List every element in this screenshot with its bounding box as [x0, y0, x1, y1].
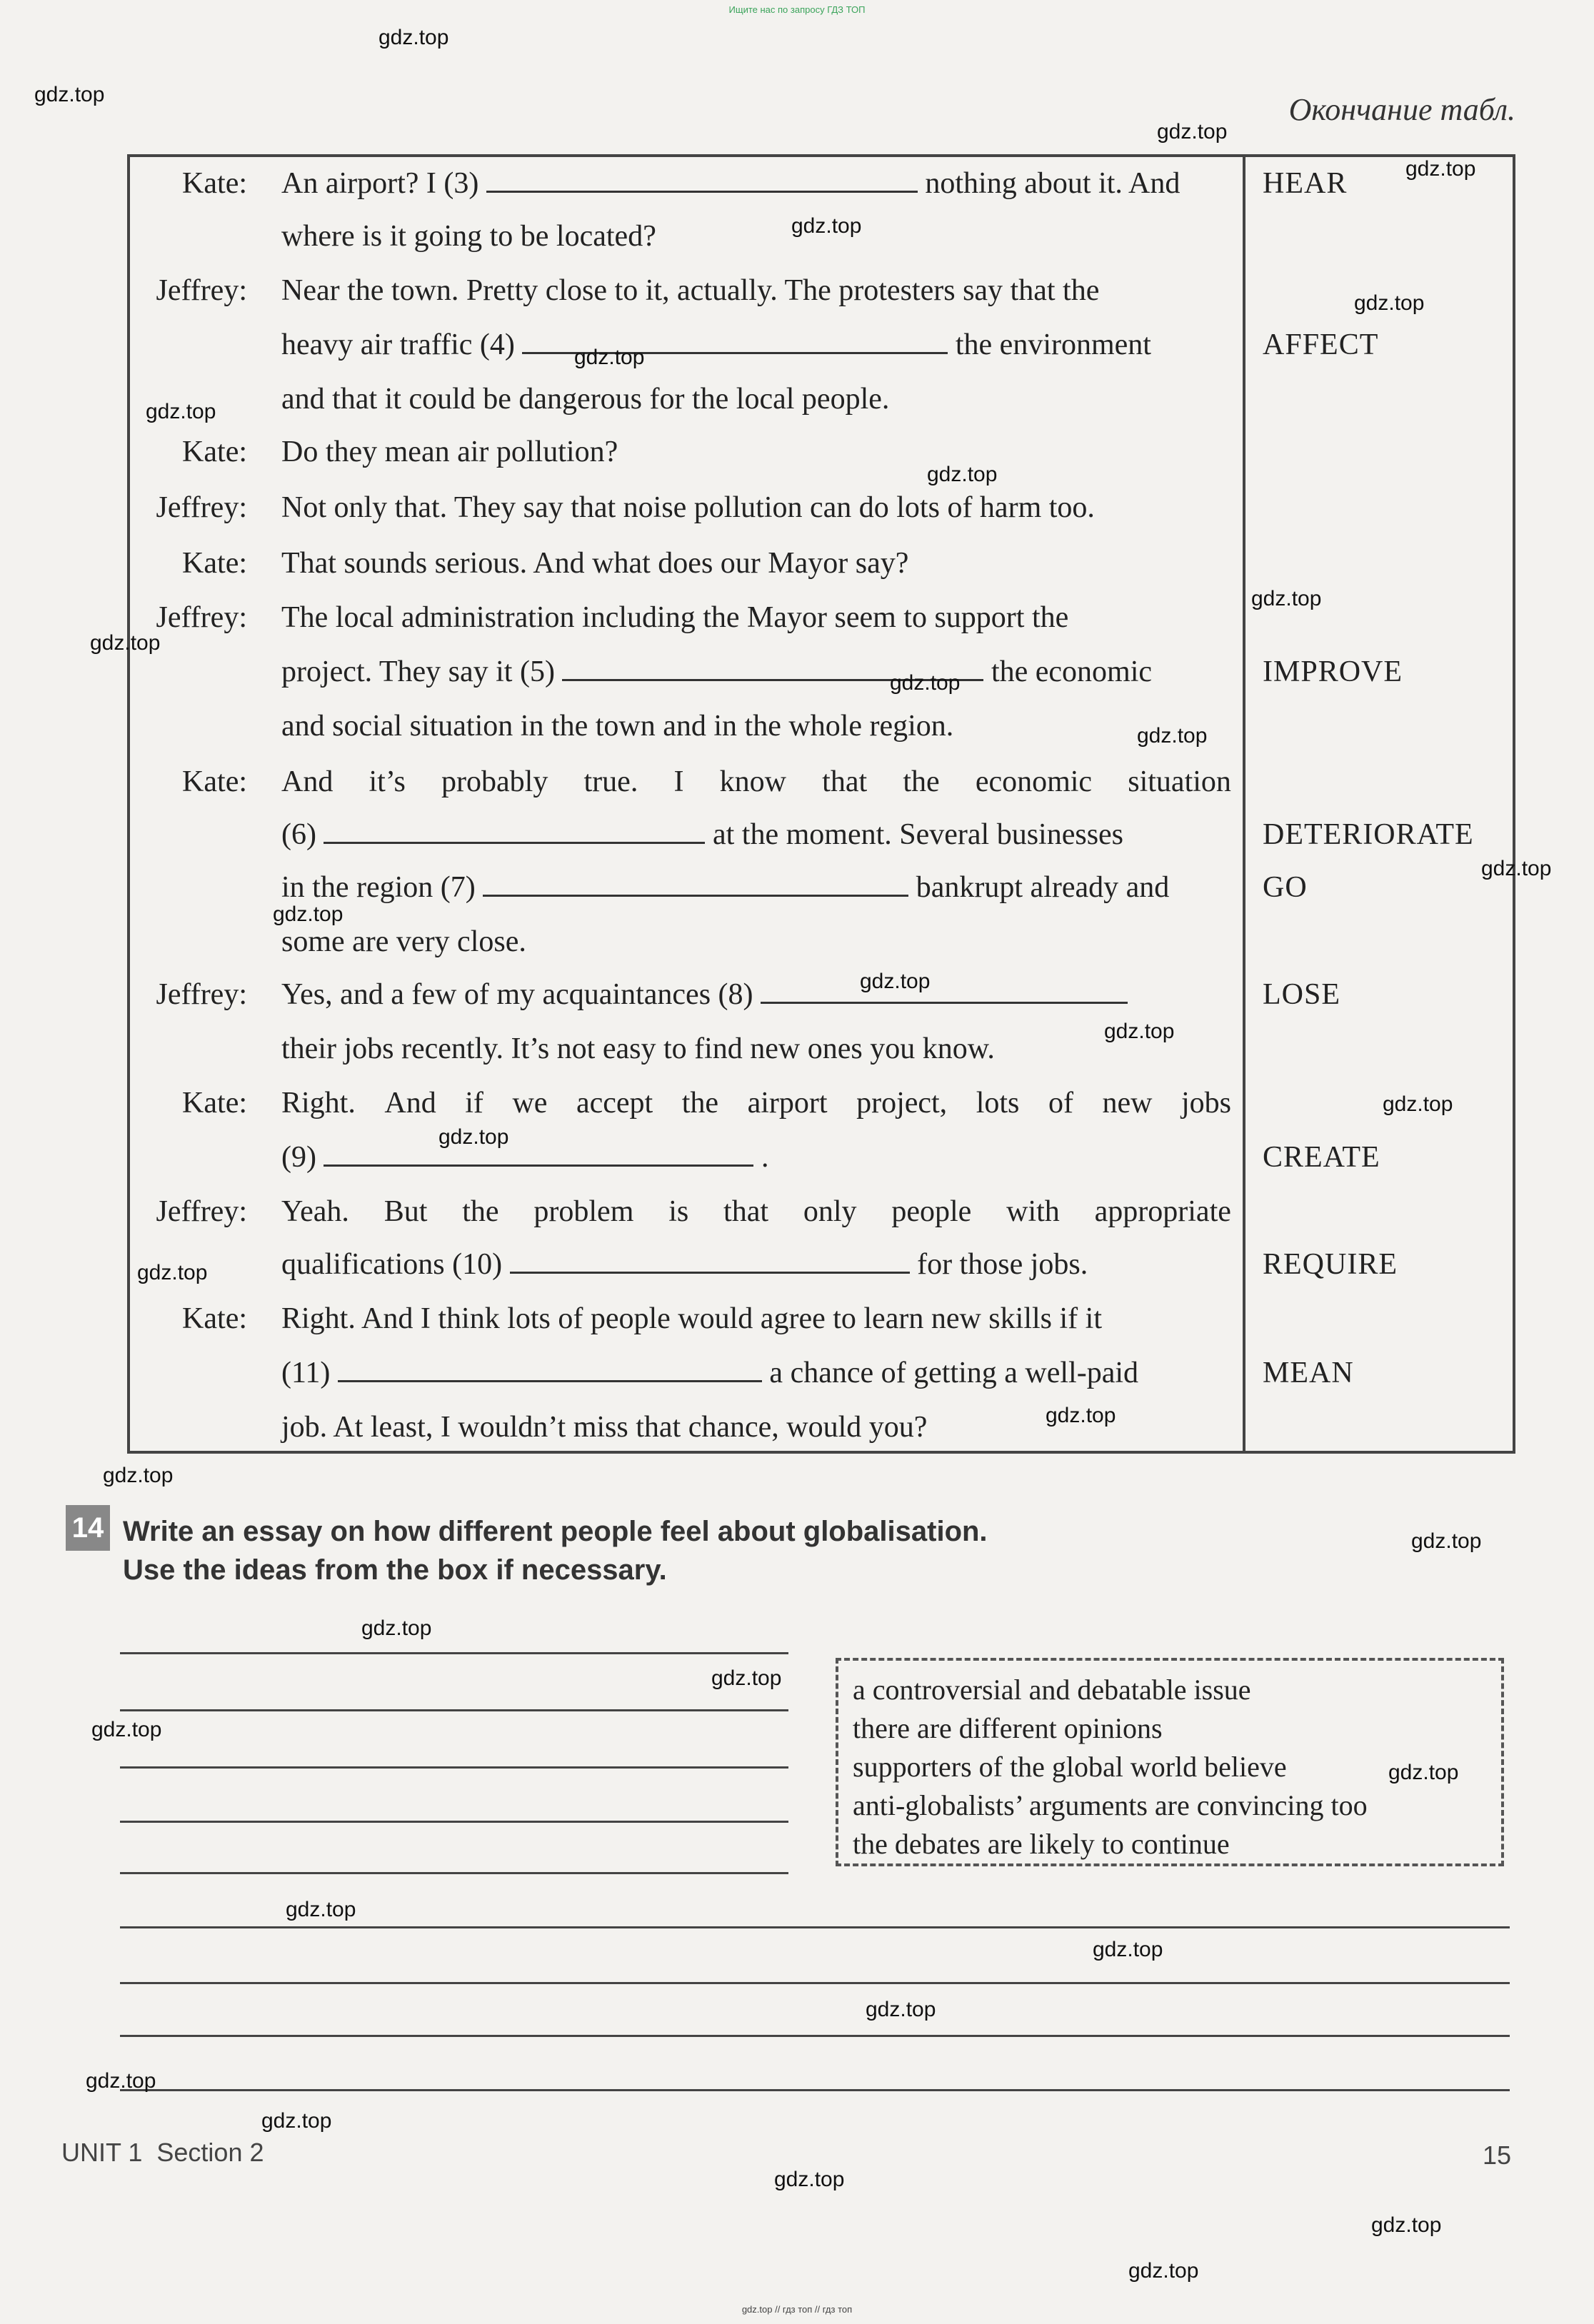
writing-line[interactable] — [120, 1821, 788, 1823]
dialog-line: Not only that. They say that noise pollution can do lots of harm too. — [281, 491, 1095, 524]
footer-source-note: gdz.top // гдз топ // гдз топ — [741, 2304, 853, 2315]
watermark: gdz.top — [1481, 857, 1552, 880]
watermark: gdz.top — [1046, 1404, 1116, 1427]
watermark: gdz.top — [860, 970, 931, 993]
writing-line[interactable] — [120, 2035, 1510, 2037]
watermark: gdz.top — [1405, 157, 1476, 181]
watermark: gdz.top — [774, 2168, 845, 2191]
idea-item: the debates are likely to continue — [853, 1828, 1230, 1860]
speaker-kate: Kate: — [182, 167, 247, 200]
watermark: gdz.top — [137, 1261, 208, 1284]
watermark: gdz.top — [1411, 1529, 1482, 1553]
watermark: gdz.top — [86, 2069, 156, 2093]
answer-blank-6[interactable] — [324, 818, 705, 844]
speaker-jeffrey: Jeffrey: — [156, 274, 247, 307]
watermark: gdz.top — [273, 902, 344, 926]
dialog-line: Right. And if we accept the airport project, lots of new jobs — [281, 1087, 1231, 1120]
keyword-deteriorate: DETERIORATE — [1263, 818, 1474, 851]
watermark: gdz.top — [1104, 1020, 1175, 1043]
speaker-jeffrey: Jeffrey: — [156, 1195, 247, 1228]
table-caption: Окончание табл. — [1288, 92, 1515, 127]
dialog-line: Near the town. Pretty close to it, actually. The protesters say that the — [281, 274, 1100, 307]
watermark: gdz.top — [438, 1125, 509, 1149]
idea-item: anti-globalists’ arguments are convincing too — [853, 1789, 1368, 1821]
dialog-line: job. At least, I wouldn’t miss that chance, would you? — [281, 1411, 928, 1444]
keyword-create: CREATE — [1263, 1141, 1380, 1174]
watermark: gdz.top — [890, 671, 961, 695]
idea-item: there are different opinions — [853, 1712, 1163, 1744]
watermark: gdz.top — [1383, 1092, 1453, 1116]
watermark: gdz.top — [791, 214, 862, 238]
keyword-affect: AFFECT — [1263, 328, 1379, 361]
dialog-line: Right. And I think lots of people would agree to learn new skills if it — [281, 1302, 1102, 1335]
writing-line[interactable] — [120, 1709, 788, 1711]
watermark: gdz.top — [286, 1898, 356, 1921]
idea-item: supporters of the global world believe — [853, 1751, 1287, 1783]
watermark: gdz.top — [91, 1718, 162, 1741]
watermark: gdz.top — [90, 631, 161, 655]
watermark: gdz.top — [261, 2109, 332, 2133]
dialog-line: their jobs recently. It’s not easy to find new ones you know. — [281, 1032, 995, 1065]
watermark: gdz.top — [866, 1998, 936, 2021]
watermark: gdz.top — [1093, 1938, 1163, 1961]
dialog-line: That sounds serious. And what does our Mayor say? — [281, 547, 909, 580]
speaker-kate: Kate: — [182, 436, 247, 468]
keyword-go: GO — [1263, 871, 1308, 904]
watermark: gdz.top — [1371, 2213, 1442, 2237]
answer-blank-10[interactable] — [510, 1247, 910, 1274]
dialog-line: and that it could be dangerous for the local people. — [281, 383, 890, 416]
dialog-line: The local administration including the Mayor seem to support the — [281, 601, 1069, 634]
dialog-line: and social situation in the town and in the whole region. — [281, 710, 954, 743]
answer-blank-7[interactable] — [483, 870, 908, 897]
watermark: gdz.top — [1354, 291, 1425, 315]
dialog-line: some are very close. — [281, 925, 526, 958]
watermark: gdz.top — [711, 1666, 782, 1690]
dialog-line: Yes, and a few of my acquaintances (8) — [281, 977, 1128, 1012]
dialog-line: Yeah. But the problem is that only people with appropriate — [281, 1195, 1231, 1228]
watermark: gdz.top — [103, 1464, 174, 1487]
dialog-line: Do they mean air pollution? — [281, 436, 618, 468]
watermark: gdz.top — [1388, 1761, 1459, 1784]
watermark: gdz.top — [574, 346, 645, 369]
watermark: gdz.top — [1128, 2259, 1199, 2283]
unit-section-label: UNIT 1 Section 2 — [61, 2138, 264, 2167]
watermark: gdz.top — [379, 26, 449, 49]
keyword-hear: HEAR — [1263, 167, 1348, 200]
speaker-kate: Kate: — [182, 765, 247, 798]
dialog-line: And it’s probably true. I know that the economic situation — [281, 765, 1231, 798]
speaker-jeffrey: Jeffrey: — [156, 978, 247, 1011]
answer-blank-8[interactable] — [761, 977, 1128, 1004]
exercise-title: Write an essay on how different people feel about globalisation. Use the ideas from the box if necessary. — [123, 1516, 988, 1586]
page-number: 15 — [1483, 2141, 1512, 2170]
writing-line[interactable] — [120, 1982, 1510, 1984]
dialog-line: heavy air traffic (4) the environment — [281, 328, 1151, 361]
dialog-line: (11) a chance of getting a well-paid — [281, 1357, 1139, 1389]
speaker-kate: Kate: — [182, 1302, 247, 1335]
answer-blank-9[interactable] — [324, 1140, 753, 1167]
writing-line[interactable] — [120, 1766, 788, 1769]
dialog-line: (6) at the moment. Several businesses — [281, 818, 1124, 851]
speaker-jeffrey: Jeffrey: — [156, 491, 247, 524]
keyword-lose: LOSE — [1263, 978, 1340, 1011]
dialog-line: qualifications (10) for those jobs. — [281, 1248, 1088, 1281]
dialog-line: An airport? I (3) nothing about it. And — [281, 167, 1181, 200]
table-column-divider — [1243, 154, 1245, 1454]
watermark: gdz.top — [1157, 120, 1228, 144]
writing-line[interactable] — [120, 1926, 1510, 1928]
watermark: gdz.top — [927, 463, 998, 486]
writing-line[interactable] — [120, 1872, 788, 1874]
dialog-line: (9) . — [281, 1141, 769, 1174]
exercise-number: 14 — [66, 1505, 110, 1551]
dialog-line: project. They say it (5) the economic — [281, 655, 1153, 688]
speaker-jeffrey: Jeffrey: — [156, 601, 247, 634]
keyword-require: REQUIRE — [1263, 1248, 1398, 1281]
keyword-improve: IMPROVE — [1263, 655, 1403, 688]
watermark: gdz.top — [1251, 587, 1322, 610]
speaker-kate: Kate: — [182, 1087, 247, 1120]
watermark: gdz.top — [34, 83, 105, 106]
header-search-note: Ищите нас по запросу ГДЗ ТОП — [728, 4, 866, 15]
dialog-line: where is it going to be located? — [281, 220, 656, 253]
answer-blank-11[interactable] — [338, 1356, 762, 1382]
watermark: gdz.top — [146, 400, 216, 423]
idea-item: a controversial and debatable issue — [853, 1674, 1251, 1706]
speaker-kate: Kate: — [182, 547, 247, 580]
writing-line[interactable] — [120, 2089, 1510, 2091]
dialog-line: in the region (7) bankrupt already and — [281, 871, 1170, 904]
writing-line[interactable] — [120, 1652, 788, 1654]
answer-blank-3[interactable] — [486, 166, 918, 193]
watermark: gdz.top — [361, 1616, 432, 1640]
keyword-mean: MEAN — [1263, 1357, 1354, 1389]
watermark: gdz.top — [1137, 724, 1208, 748]
